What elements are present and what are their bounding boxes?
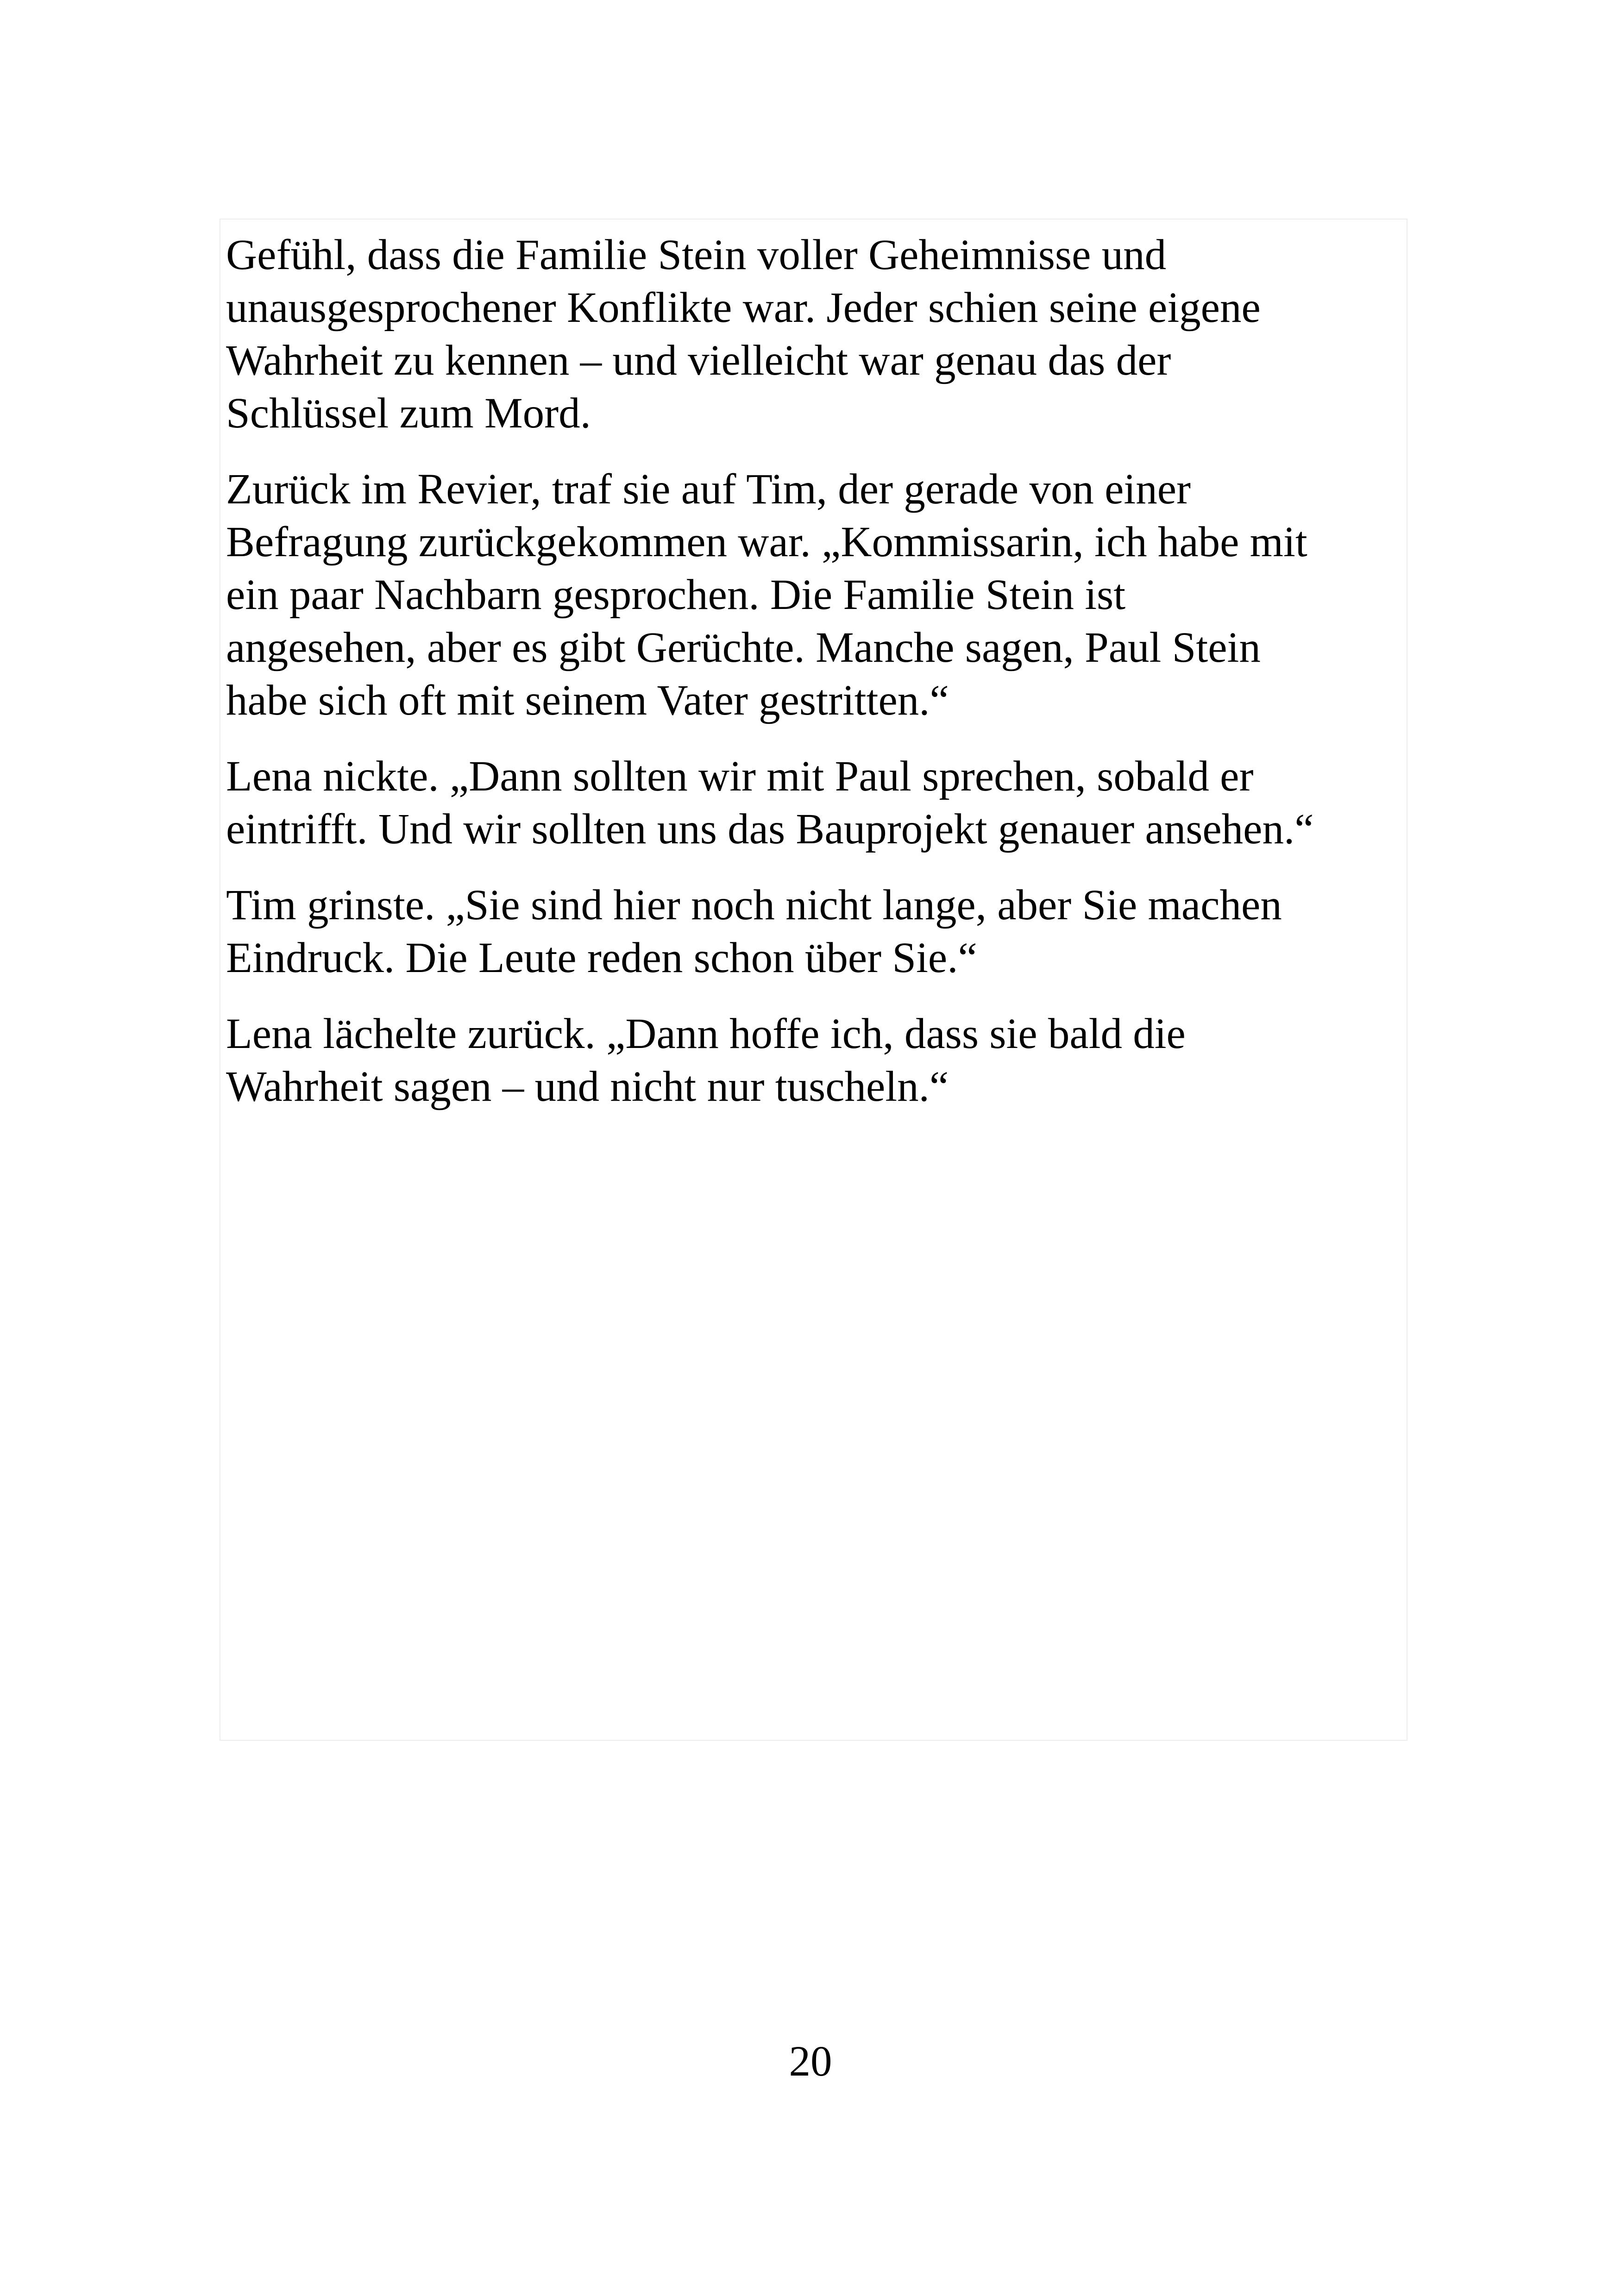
page-number: 20 xyxy=(789,2038,832,2085)
paragraph: Lena lächelte zurück. „Dann hoffe ich, dass sie bald die Wahrheit sagen – und nicht nur tuscheln.“ xyxy=(226,1010,1186,1110)
paragraph: Lena nickte. „Dann sollten wir mit Paul sprechen, sobald er eintrifft. Und wir sollten uns das Bauprojekt genauer ansehen.“ xyxy=(226,753,1314,853)
paragraph: Zurück im Revier, traf sie auf Tim, der gerade von einer Befragung zurückgekommen war. „Kommissarin, ich habe mit ein paar Nachbarn gesprochen. Die Familie Stein ist angesehen, aber es gibt Gerüchte. Manche sagen, Paul Stein habe sich oft mit seinem Vater gestritten.“ xyxy=(226,465,1307,724)
paragraph: Gefühl, dass die Familie Stein voller Geheimnisse und unausgesprochener Konflikte war. Jeder schien seine eigene Wahrheit zu kennen – und vielleicht war genau das der Schlüssel zum Mord. xyxy=(226,231,1261,437)
paragraph: Tim grinste. „Sie sind hier noch nicht lange, aber Sie machen Eindruck. Die Leute reden schon über Sie.“ xyxy=(226,881,1282,982)
text-frame xyxy=(220,219,1407,1741)
